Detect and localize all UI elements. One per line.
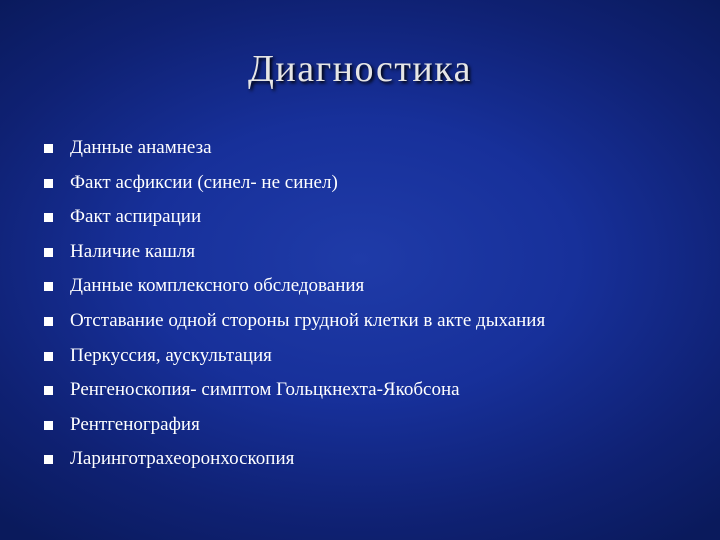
square-bullet-icon [44,317,53,326]
list-item [0,408,720,443]
square-bullet-icon [44,248,53,257]
bullet-text: Факт аспирации [70,206,202,228]
bullet-text: Перкуссия, аускультация [70,344,272,366]
list-item [0,373,720,408]
list-item [0,235,720,270]
list-item [0,269,720,304]
list-item [0,200,720,235]
list-item [0,339,720,374]
square-bullet-icon [44,144,53,153]
square-bullet-icon [44,386,53,395]
bullet-text: Данные анамнеза [70,137,212,158]
list-item [0,166,720,201]
bullet-text: Отставание одной стороны грудной клетки в акте дыхания [70,309,546,331]
bullet-text: Ренгеноскопия- симптом Гольцкнехта-Якобсона [70,379,460,401]
square-bullet-icon [44,455,53,464]
list-item [0,442,720,477]
slide-title: Диагностика [247,48,473,90]
bullet-text: Ларинготрахеоронхоскопия [70,448,295,470]
list-item [0,304,720,339]
square-bullet-icon [44,421,53,430]
square-bullet-icon [44,179,53,188]
bullet-list [0,131,720,477]
bullet-text: Наличие кашля [70,240,196,262]
square-bullet-icon [44,282,53,291]
bullet-text: Данные комплексного обследования [70,275,365,297]
square-bullet-icon [44,213,53,222]
list-item [0,131,720,166]
bullet-text: Факт асфиксии (синел- не синел) [70,171,338,193]
bullet-text: Рентгенография [70,413,200,435]
square-bullet-icon [44,352,53,361]
